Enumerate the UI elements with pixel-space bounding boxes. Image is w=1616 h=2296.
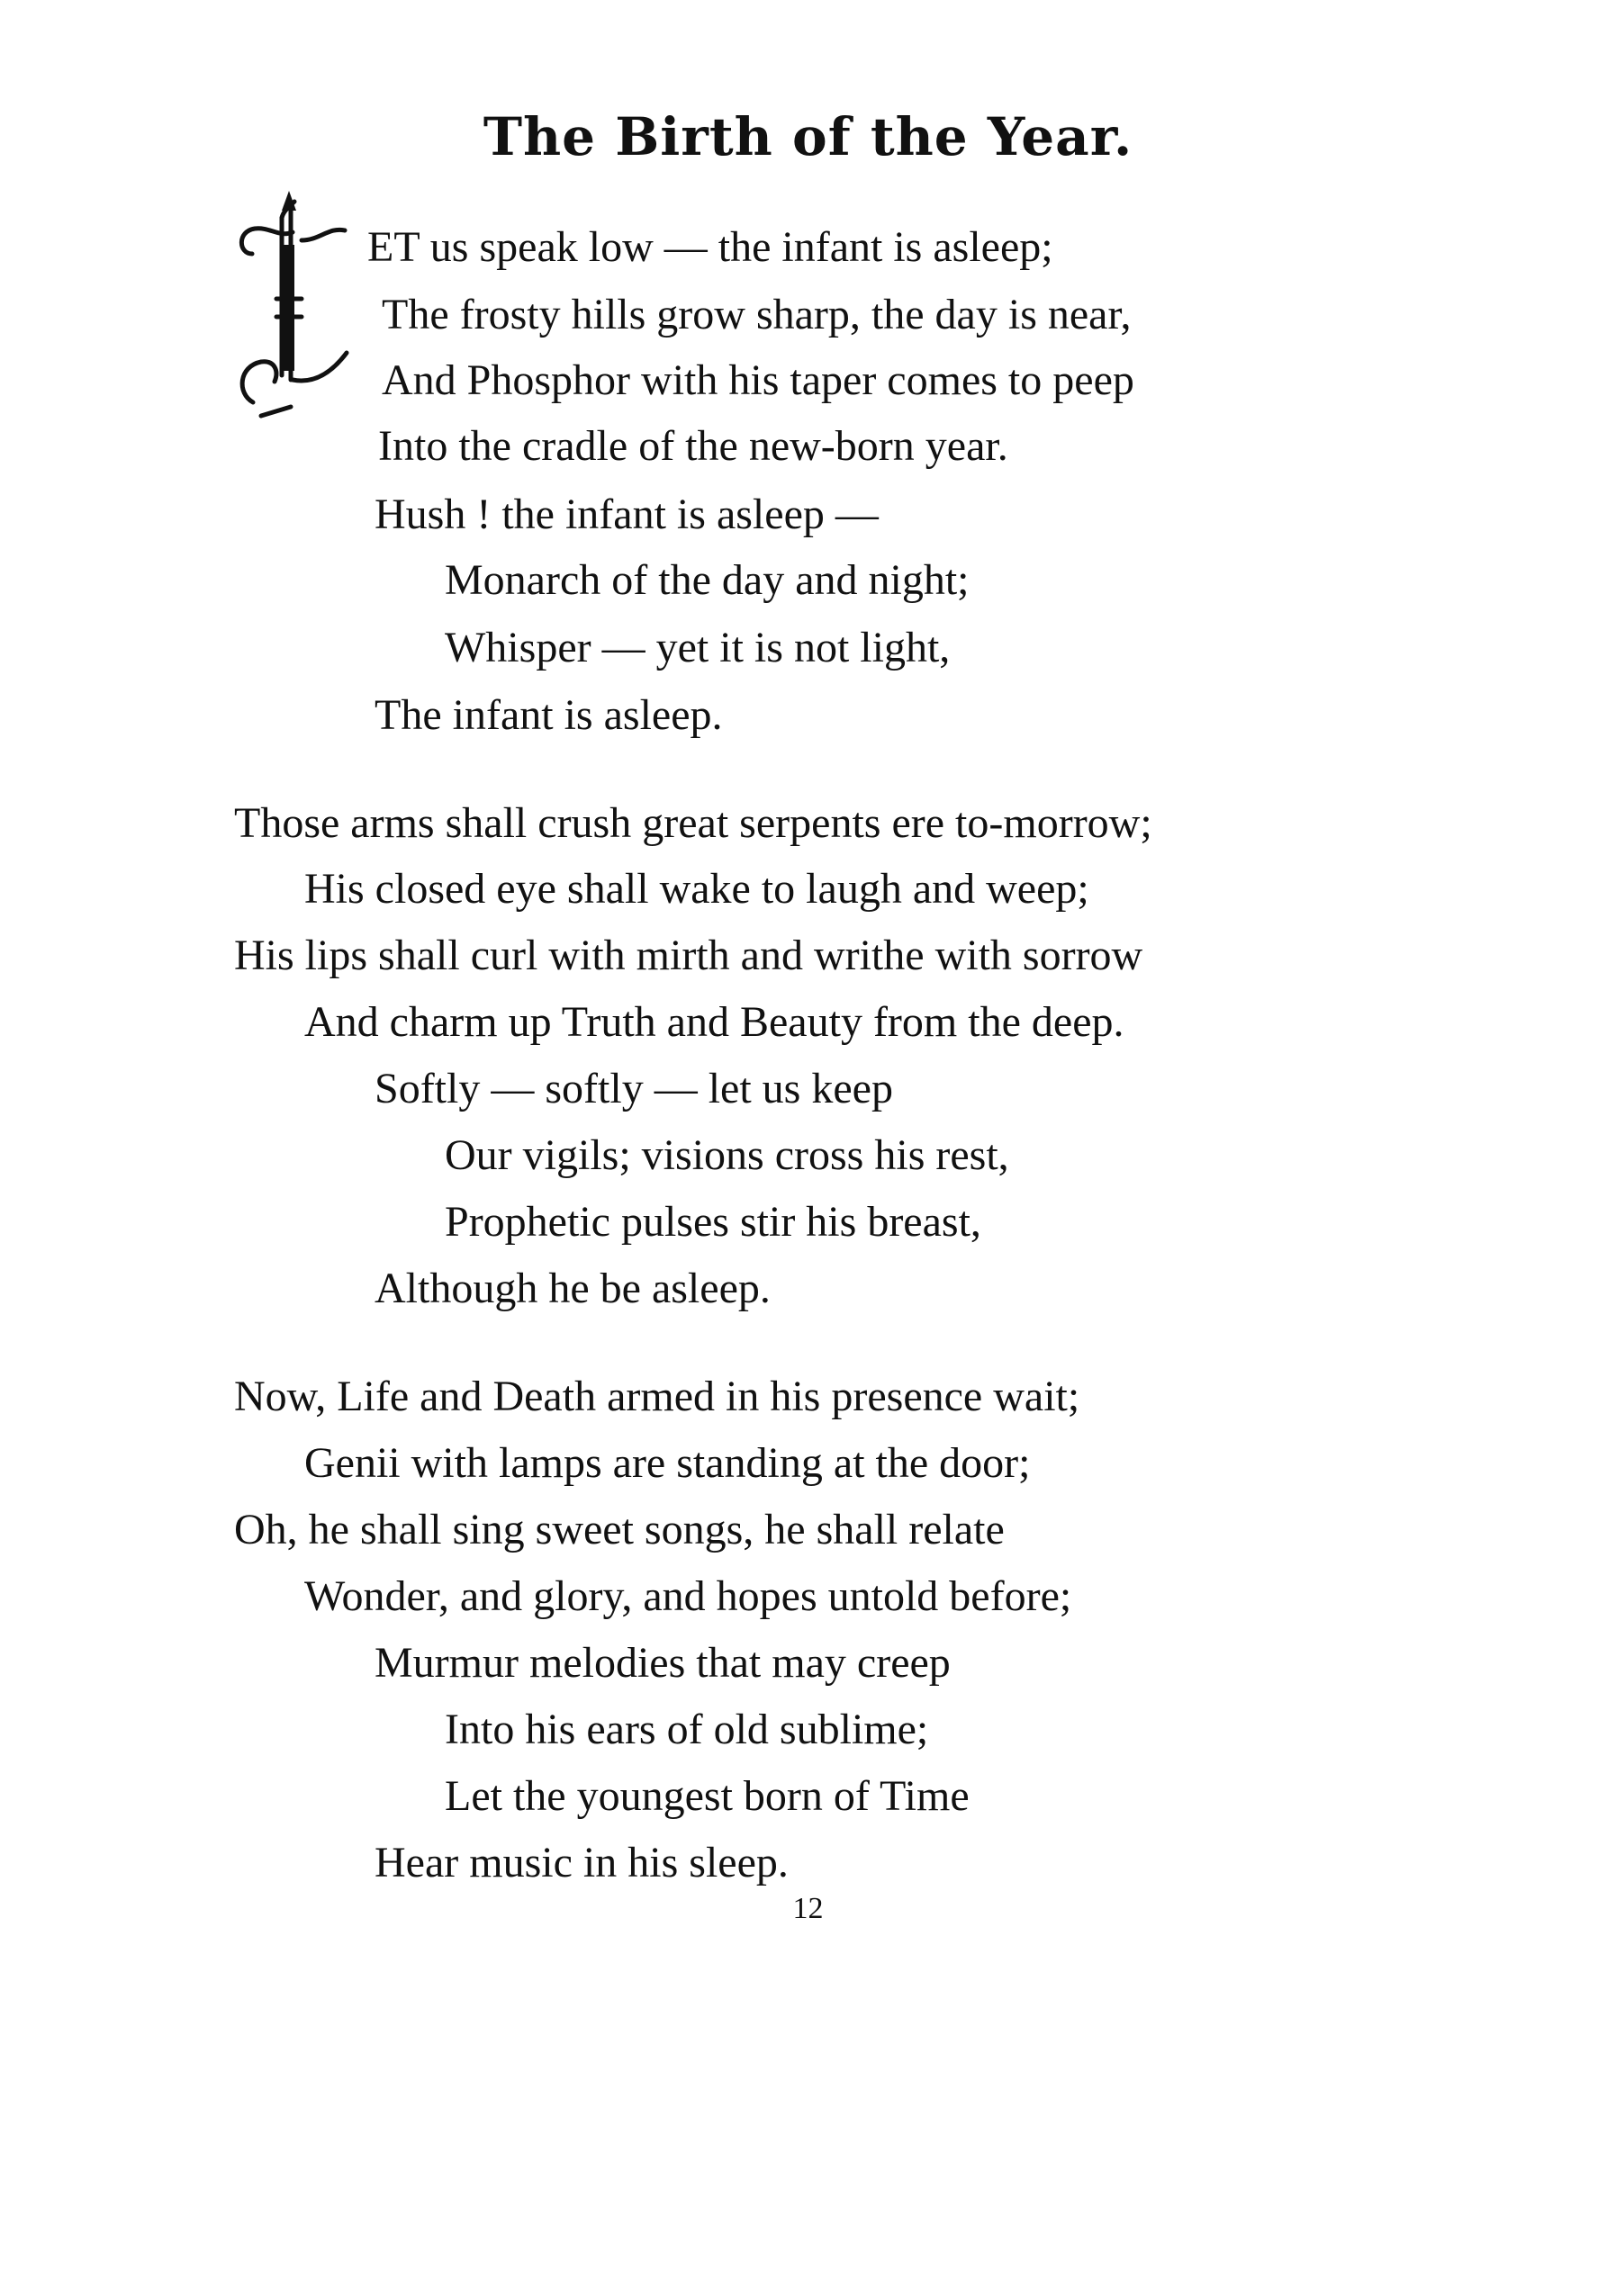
poem-line: Oh, he shall sing sweet songs, he shall relate	[234, 1506, 1005, 1553]
poem-line: Monarch of the day and night;	[445, 556, 970, 604]
poem-line: Our vigils; visions cross his rest,	[445, 1131, 1009, 1179]
drop-cap-ornament	[230, 191, 365, 425]
poem-line: The frosty hills grow sharp, the day is near,	[382, 291, 1132, 338]
poem-line: And charm up Truth and Beauty from the deep.	[304, 998, 1124, 1046]
poem-title: The Birth of the Year.	[483, 106, 1133, 167]
poem-line: The infant is asleep.	[375, 691, 723, 739]
poem-line: Now, Life and Death armed in his presence wait;	[234, 1373, 1080, 1420]
poem-line: Whisper — yet it is not light,	[445, 624, 951, 671]
poem-line: Hush ! the infant is asleep —	[375, 491, 879, 538]
poem-line: Although he be asleep.	[375, 1265, 771, 1312]
poem-line: Those arms shall crush great serpents ere to-morrow;	[234, 799, 1152, 847]
poem-line: Hear music in his sleep.	[375, 1839, 789, 1886]
poem-line: Into the cradle of the new-born year.	[378, 422, 1008, 470]
poem-line: His lips shall curl with mirth and writhe with sorrow	[234, 932, 1143, 979]
poem-line: Murmur melodies that may creep	[375, 1639, 951, 1687]
poem-line: Prophetic pulses stir his breast,	[445, 1198, 981, 1246]
poem-line: Let the youngest born of Time	[445, 1772, 970, 1820]
poem-line: Softly — softly — let us keep	[375, 1065, 893, 1112]
poem-line: Wonder, and glory, and hopes untold before;	[304, 1572, 1072, 1620]
poem-line: And Phosphor with his taper comes to peep	[382, 356, 1134, 404]
poem-line: Genii with lamps are standing at the door;	[304, 1439, 1031, 1487]
poem-line: His closed eye shall wake to laugh and weep;	[304, 865, 1089, 913]
poem-line: Into his ears of old sublime;	[445, 1706, 929, 1753]
page-number: 12	[792, 1892, 824, 1925]
poem-line: ET us speak low — the infant is asleep;	[367, 223, 1053, 271]
